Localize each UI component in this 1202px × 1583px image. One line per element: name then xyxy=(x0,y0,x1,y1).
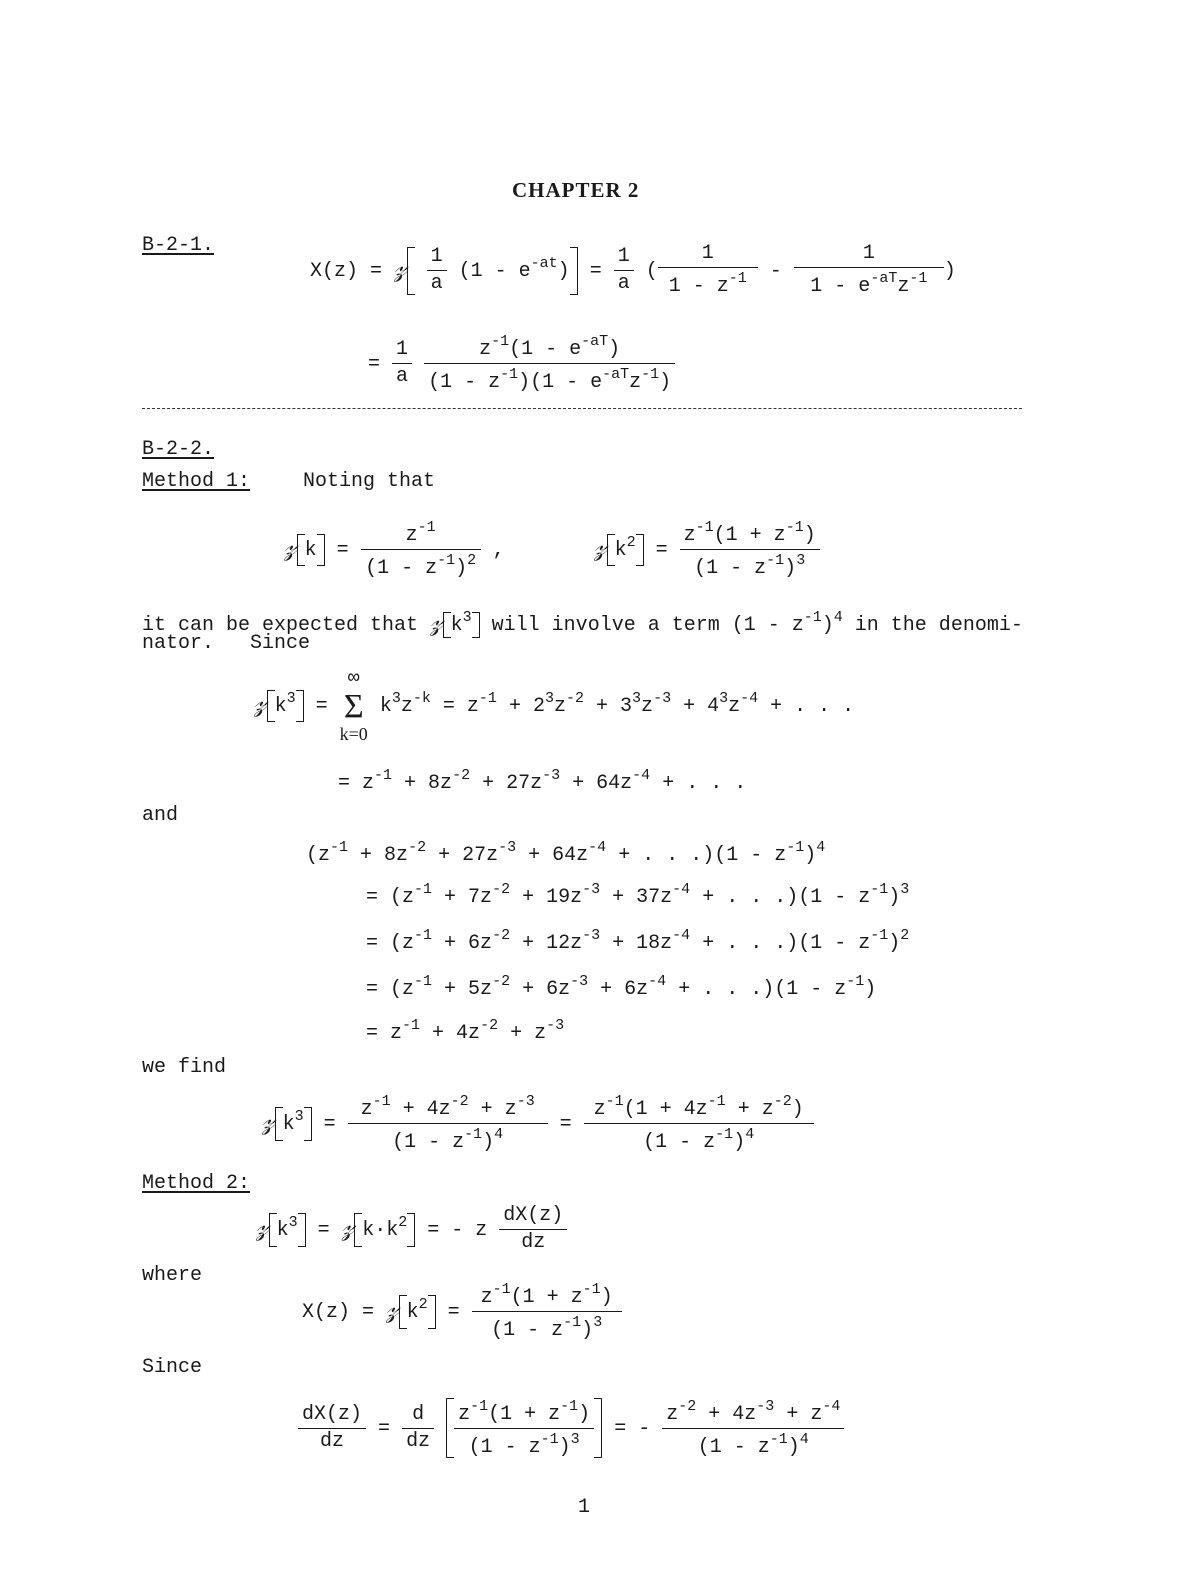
fraction: $\frac{1}{a}$ xyxy=(614,247,634,294)
problem-label-b21: B-2-1. xyxy=(142,234,215,257)
z-transform-symbol: 𝓏 xyxy=(256,1210,269,1242)
paragraph-line-2: nator. Since xyxy=(142,632,311,655)
product-final: = $z^{-1} + 4z^{-2} + z^{-3}$ xyxy=(366,1017,565,1045)
where-label: where xyxy=(142,1264,203,1287)
z-transform-symbol: 𝓏 xyxy=(594,530,607,562)
z-transform-symbol: 𝓏 xyxy=(262,1104,275,1136)
fraction: $\frac{z^{-1}}{(1 - z^{-1})^2}$ xyxy=(361,520,481,579)
z-transform-symbol: 𝓏 xyxy=(394,251,407,283)
fraction: $\frac{1}{a}$ xyxy=(392,340,412,387)
fraction: $\frac{1}{1 - z^{-1}}$ xyxy=(658,244,758,297)
fraction: $\frac{z^{-1}(1 - e^{-aT})}{(1 - z^{-1})(1 - e^{-aT}z^{-1})}$ xyxy=(424,334,675,393)
fraction: $\frac{z^{-1} + 4z^{-2} + z^{-3}}{(1 - z^{-1})^4}$ xyxy=(348,1094,548,1153)
z-transform-symbol: 𝓏 xyxy=(341,1210,355,1242)
method2-equation: 𝓏 $k^3$ = 𝓏 $k\cdot k^2$ = - z $\frac{dX(z)}{dz}$ xyxy=(256,1206,567,1253)
z-transform-symbol: 𝓏 xyxy=(430,606,443,637)
sum-equation-2: = $z^{-1} + 8z^{-2} + 27z^{-3} + 64z^{-4}$ + . . . xyxy=(338,767,747,795)
fraction: $\frac{z^{-1}(1 + z^{-1})}{(1 - z^{-1})^3}$ xyxy=(472,1282,622,1341)
fraction: $\frac{z^{-2} + 4z^{-3} + z^{-4}}{(1 - z^{-1})^4}$ xyxy=(662,1399,844,1458)
fraction: $\frac{1}{a}$ xyxy=(427,247,447,294)
section-divider xyxy=(142,408,1022,409)
z-transform-symbol: 𝓏 xyxy=(386,1292,399,1324)
page-number: 1 xyxy=(578,1496,591,1519)
product-line-2: = ($z^{-1} + 7z^{-2} + 19z^{-3} + 37z^{-4}$ + . . $.)(1 - z^{-1})^3$ xyxy=(366,881,910,909)
product-line-1: ($z^{-1} + 8z^{-2} + 27z^{-3} + 64z^{-4}$ + . . $.)(1 - z^{-1})^4$ xyxy=(306,839,826,867)
fraction: $\frac{1}{1 - e^{-aT}z^{-1}}$ xyxy=(794,244,944,297)
summation-symbol: ∞ Σ k=0 xyxy=(339,667,368,744)
fraction: $\frac{dX(z)}{dz}$ xyxy=(298,1405,366,1452)
b21-equation-2: = $\frac{1}{a}$ $\frac{z^{-1}(1 - e^{-aT})}{(1 - z^{-1})(1 - e^{-aT}z^{-1})}$ xyxy=(368,334,675,393)
zk2-equation: 𝓏 $k^2$ = $\frac{z^{-1}(1 + z^{-1})}{(1 - z^{-1})^3}$ xyxy=(594,520,820,579)
b21-lhs: X(z) = xyxy=(310,259,383,283)
b21-equation-1: X(z) = 𝓏 $\frac{1}{a}$ $(1 - e^{-at})$ = $\frac{1}{a}$ ( $\frac{1}{1 - z^{-1}}$ - $\frac{1}{1 - e^{-aT}z^{-1}}$ ) xyxy=(310,242,956,298)
bracket-right xyxy=(570,247,578,295)
since-label: Since xyxy=(142,1356,203,1379)
fraction: $\frac{z^{-1}(1 + z^{-1})}{(1 - z^{-1})^3}$ xyxy=(454,1399,594,1458)
method1-label: Method 1: xyxy=(142,470,251,493)
chapter-title: CHAPTER 2 xyxy=(512,178,640,202)
xz-equation: X(z) = 𝓏 $k^2$ = $\frac{z^{-1}(1 + z^{-1})}{(1 - z^{-1})^3}$ xyxy=(302,1282,622,1341)
we-find-label: we find xyxy=(142,1056,227,1079)
result-equation: 𝓏 $k^3$ = $\frac{z^{-1} + 4z^{-2} + z^{-3}}{(1 - z^{-1})^4}$ = $\frac{z^{-1}(1 + 4z^{-1} + z^{-2})}{(1 - z^{-1})^4}$ xyxy=(262,1094,814,1153)
product-line-4: = ($z^{-1} + 5z^{-2} + 6z^{-3} + 6z^{-4}$ + . . $.)(1 - z^{-1})$ xyxy=(366,973,877,1001)
noting-text: Noting that xyxy=(303,470,436,493)
fraction: $\frac{z^{-1}(1 + 4z^{-1} + z^{-2})}{(1 - z^{-1})^4}$ xyxy=(584,1094,814,1153)
z-transform-symbol: 𝓏 xyxy=(284,530,297,562)
fraction: $\frac{d}{dz}$ xyxy=(402,1405,434,1452)
zk-equation: 𝓏 k = $\frac{z^{-1}}{(1 - z^{-1})^2}$ , xyxy=(284,519,505,580)
fraction: $\frac{dX(z)}{dz}$ xyxy=(499,1206,567,1253)
z-transform-symbol: 𝓏 xyxy=(254,687,267,719)
fraction: $\frac{z^{-1}(1 + z^{-1})}{(1 - z^{-1})^3}$ xyxy=(680,520,820,579)
derivative-equation: $\frac{dX(z)}{dz}$ = $\frac{d}{dz}$ $\frac{z^{-1}(1 + z^{-1})}{(1 - z^{-1})^3}$ = - $\frac{z^{-2} + 4z^{-3} + z^{-4}}{(1 - z^{-1})^4}$ xyxy=(298,1398,844,1458)
method2-label: Method 2: xyxy=(142,1172,251,1195)
bracket-left xyxy=(407,247,415,295)
paragraph-line-1: it can be expected that 𝓏 $k^3$ will involve a term $(1 - z^{-1})^4$ in the denomi- xyxy=(142,606,1023,637)
product-line-3: = ($z^{-1} + 6z^{-2} + 12z^{-3} + 18z^{-4}$ + . . $.)(1 - z^{-1})^2$ xyxy=(366,927,910,955)
and-label: and xyxy=(142,804,179,827)
sum-equation: 𝓏 $k^3$ = ∞ Σ k=0 $k^3z^{-k} = z^{-1} + 2^3z^{-2} + 3^3z^{-3} + 4^3z^{-4}$ + . . . xyxy=(254,667,855,744)
problem-label-b22: B-2-2. xyxy=(142,438,215,461)
